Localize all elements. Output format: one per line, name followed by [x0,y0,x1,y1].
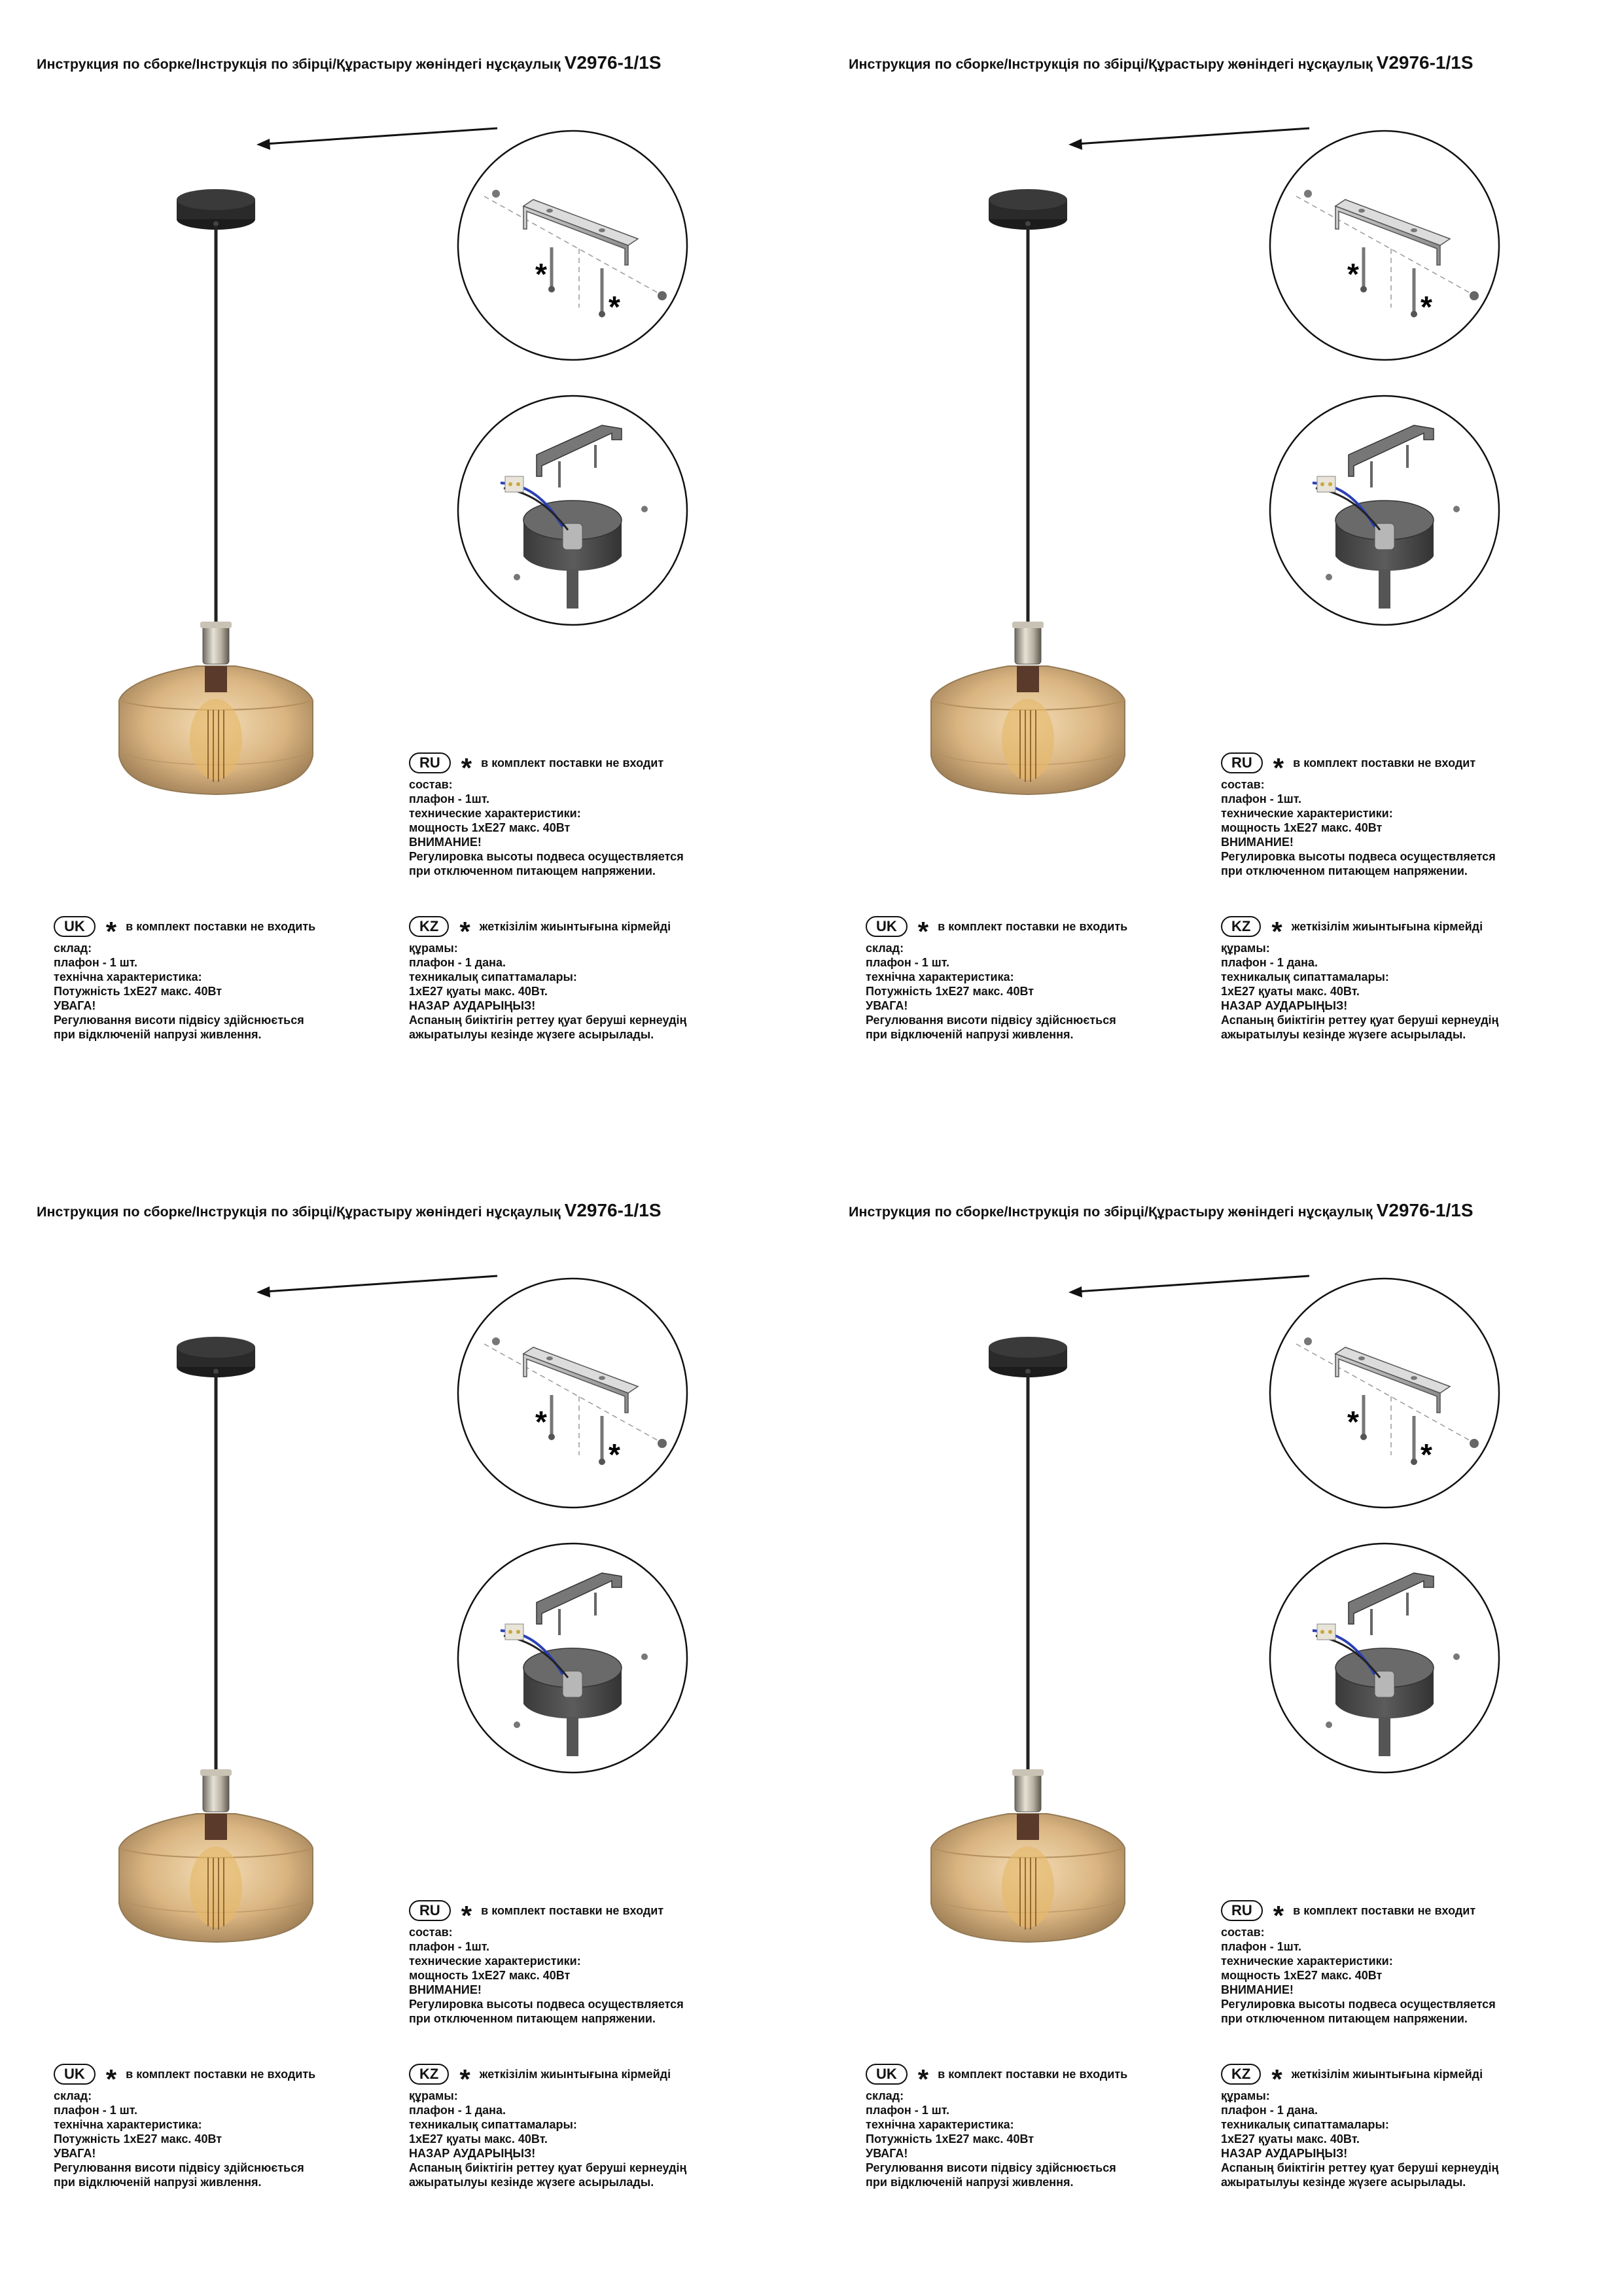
kz-line: 1хЕ27 қуаты макс. 40Вт. [409,2132,548,2146]
ru-badge: RU [409,1900,451,1921]
uk-line: плафон - 1 шт. [866,956,949,969]
asterisk-icon: * [917,2064,929,2094]
ru-line: мощность 1хЕ27 макс. 40Вт [409,821,571,834]
uk-badge: UK [866,2064,908,2085]
uk-badge: UK [54,916,96,937]
uk-line: плафон - 1 шт. [866,2104,949,2117]
kz-line: ажыратылуы кезінде жүзеге асырылады. [1221,1028,1466,1041]
uk-line: технічна характеристика: [866,970,1014,983]
uk-line: технічна характеристика: [54,970,202,983]
kz-section [1221,2064,1498,2189]
kz-section [409,2064,686,2189]
ru-section [409,752,684,878]
title-text: Инструкция по сборке/Інструкція по збірці/Құрастыру жөніндегі нұсқаулық [849,1204,1377,1220]
kz-note: жеткізілім жиынтығына кірмейді [1291,2068,1483,2081]
instruction-sheet-1 [0,0,812,1148]
kz-line: құрамы: [409,2089,458,2102]
asterisk-icon: * [105,2064,117,2094]
uk-note: в комплект поставки не входить [938,2068,1128,2081]
title-text: Инструкция по сборке/Інструкція по збірці/Құрастыру жөніндегі нұсқаулық [37,56,565,72]
diagram-asterisk: * [609,290,620,324]
ru-section [1221,1900,1496,2026]
uk-line: при відключеній напрузі живлення. [54,1028,262,1041]
kz-line: Аспаның биіктігін реттеу қуат беруші кернеудің [1221,1014,1499,1027]
uk-note: в комплект поставки не входить [126,2068,316,2081]
diagram-asterisk: * [1347,1405,1359,1439]
kz-badge: KZ [1221,2064,1261,2085]
uk-line: плафон - 1 шт. [54,956,137,969]
uk-line: плафон - 1 шт. [54,2104,137,2117]
ru-badge: RU [409,752,451,773]
uk-line: склад: [54,942,92,955]
model-number: V2976-1/1S [564,1200,662,1220]
kz-line: плафон - 1 дана. [409,2104,506,2117]
title-text: Инструкция по сборке/Інструкція по збірці/Құрастыру жөніндегі нұсқаулық [37,1204,565,1220]
kz-line: 1хЕ27 қуаты макс. 40Вт. [1221,985,1360,998]
kz-badge: KZ [409,2064,449,2085]
uk-line: склад: [866,2089,904,2102]
uk-line: Регулювання висоти підвісу здійснюється [54,2161,304,2174]
kz-line: плафон - 1 дана. [1221,2104,1318,2117]
asterisk-icon: * [105,916,117,947]
kz-line: 1хЕ27 қуаты макс. 40Вт. [409,985,548,998]
kz-line: НАЗАР АУДАРЫҢЫЗ! [409,999,536,1012]
asterisk-icon: * [1271,916,1282,947]
kz-line: Аспаның биіктігін реттеу қуат беруші кернеудің [1221,2161,1499,2174]
ru-line: Регулировка высоты подвеса осуществляется [1221,850,1496,863]
uk-line: Регулювання висоти підвісу здійснюється [54,1014,304,1027]
kz-note: жеткізілім жиынтығына кірмейді [479,920,671,933]
uk-line: Потужність 1хЕ27 макс. 40Вт [866,2132,1034,2146]
ru-line: мощность 1хЕ27 макс. 40Вт [1221,821,1383,834]
kz-line: Аспаның биіктігін реттеу қуат беруші кернеудің [409,2161,687,2174]
instruction-sheet-4 [812,1148,1624,2295]
ru-line: Регулировка высоты подвеса осуществляется [409,850,684,863]
kz-line: Аспаның биіктігін реттеу қуат беруші кернеудің [409,1014,687,1027]
ru-line: состав: [409,778,453,791]
ru-line: технические характеристики: [409,807,581,820]
kz-line: құрамы: [409,942,458,955]
uk-line: Потужність 1хЕ27 макс. 40Вт [54,2132,222,2146]
ru-note: в комплект поставки не входит [1293,1904,1476,1917]
uk-line: Регулювання висоти підвісу здійснюється [866,1014,1116,1027]
uk-section [866,2064,1127,2189]
model-number: V2976-1/1S [564,52,662,73]
ru-line: плафон - 1шт. [409,792,489,805]
ru-line: при отключенном питающем напряжении. [1221,2012,1468,2025]
ru-badge: RU [1221,752,1263,773]
ru-line: ВНИМАНИЕ! [1221,836,1294,849]
uk-line: технічна характеристика: [866,2118,1014,2131]
ru-line: технические характеристики: [409,1954,581,1968]
asterisk-icon: * [1273,1900,1284,1931]
kz-line: 1хЕ27 қуаты макс. 40Вт. [1221,2132,1360,2146]
uk-line: склад: [866,942,904,955]
kz-line: НАЗАР АУДАРЫҢЫЗ! [1221,999,1348,1012]
ru-line: плафон - 1шт. [1221,1940,1301,1953]
ru-line: при отключенном питающем напряжении. [409,2012,656,2025]
kz-line: НАЗАР АУДАРЫҢЫЗ! [1221,2147,1348,2160]
ru-section [409,1900,684,2026]
asterisk-icon: * [461,1900,472,1931]
uk-line: склад: [54,2089,92,2102]
uk-line: Потужність 1хЕ27 макс. 40Вт [866,985,1034,998]
ru-badge: RU [1221,1900,1263,1921]
uk-line: при відключеній напрузі живлення. [54,2176,262,2189]
ru-section [1221,752,1496,878]
kz-line: НАЗАР АУДАРЫҢЫЗ! [409,2147,536,2160]
kz-line: плафон - 1 дана. [409,956,506,969]
uk-line: УВАГА! [54,2147,96,2160]
kz-line: ажыратылуы кезінде жүзеге асырылады. [1221,2176,1466,2189]
uk-section [54,2064,315,2189]
uk-line: УВАГА! [866,2147,908,2160]
ru-line: Регулировка высоты подвеса осуществляется [409,1998,684,2011]
uk-line: Потужність 1хЕ27 макс. 40Вт [54,985,222,998]
kz-badge: KZ [409,916,449,937]
kz-line: құрамы: [1221,942,1270,955]
asterisk-icon: * [917,916,929,947]
uk-line: при відключеній напрузі живлення. [866,2176,1074,2189]
instruction-sheet-3 [0,1148,812,2295]
ru-line: состав: [1221,778,1265,791]
ru-line: ВНИМАНИЕ! [409,1983,482,1996]
asterisk-icon: * [459,2064,470,2094]
asterisk-icon: * [459,916,470,947]
uk-section [866,916,1127,1042]
asterisk-icon: * [1271,2064,1282,2094]
kz-line: ажыратылуы кезінде жүзеге асырылады. [409,2176,654,2189]
uk-note: в комплект поставки не входить [938,920,1128,933]
kz-section [1221,916,1498,1042]
kz-section [409,916,686,1042]
kz-line: техникалық сипаттамалары: [409,2118,577,2131]
title-text: Инструкция по сборке/Інструкція по збірці/Құрастыру жөніндегі нұсқаулық [849,56,1377,72]
uk-badge: UK [866,916,908,937]
ru-line: состав: [1221,1926,1265,1939]
kz-line: техникалық сипаттамалары: [409,970,577,983]
diagram-asterisk: * [609,1438,620,1472]
ru-note: в комплект поставки не входит [481,756,664,769]
ru-line: технические характеристики: [1221,1954,1393,1968]
uk-line: Регулювання висоти підвісу здійснюється [866,2161,1116,2174]
ru-note: в комплект поставки не входит [481,1904,664,1917]
ru-line: состав: [409,1926,453,1939]
uk-line: УВАГА! [54,999,96,1012]
diagram-asterisk: * [535,257,547,291]
asterisk-icon: * [461,752,472,783]
ru-line: технические характеристики: [1221,807,1393,820]
diagram-asterisk: * [1347,257,1359,291]
ru-line: Регулировка высоты подвеса осуществляется [1221,1998,1496,2011]
ru-line: ВНИМАНИЕ! [1221,1983,1294,1996]
kz-line: ажыратылуы кезінде жүзеге асырылады. [409,1028,654,1041]
asterisk-icon: * [1273,752,1284,783]
kz-line: техникалық сипаттамалары: [1221,2118,1389,2131]
ru-line: при отключенном питающем напряжении. [1221,864,1468,877]
uk-line: УВАГА! [866,999,908,1012]
kz-badge: KZ [1221,916,1261,937]
ru-line: плафон - 1шт. [1221,792,1301,805]
kz-line: плафон - 1 дана. [1221,956,1318,969]
ru-line: ВНИМАНИЕ! [409,836,482,849]
kz-note: жеткізілім жиынтығына кірмейді [479,2068,671,2081]
ru-line: при отключенном питающем напряжении. [409,864,656,877]
uk-line: технічна характеристика: [54,2118,202,2131]
ru-line: плафон - 1шт. [409,1940,489,1953]
instruction-sheet-2 [812,0,1624,1148]
model-number: V2976-1/1S [1376,52,1474,73]
diagram-asterisk: * [535,1405,547,1439]
ru-line: мощность 1хЕ27 макс. 40Вт [1221,1969,1383,1982]
ru-line: мощность 1хЕ27 макс. 40Вт [409,1969,571,1982]
uk-note: в комплект поставки не входить [126,920,316,933]
uk-line: при відключеній напрузі живлення. [866,1028,1074,1041]
uk-section [54,916,315,1042]
kz-line: құрамы: [1221,2089,1270,2102]
kz-note: жеткізілім жиынтығына кірмейді [1291,920,1483,933]
ru-note: в комплект поставки не входит [1293,756,1476,769]
uk-badge: UK [54,2064,96,2085]
model-number: V2976-1/1S [1376,1200,1474,1220]
diagram-asterisk: * [1421,1438,1432,1472]
diagram-asterisk: * [1421,290,1432,324]
kz-line: техникалық сипаттамалары: [1221,970,1389,983]
